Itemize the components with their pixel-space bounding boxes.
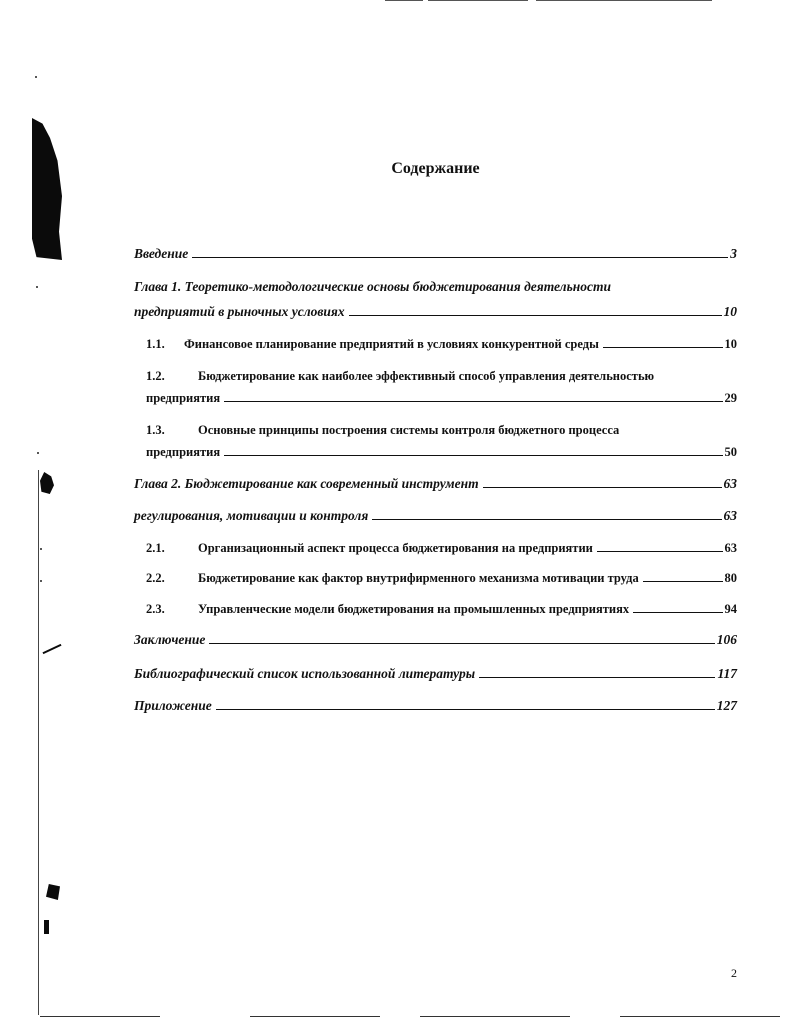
toc-label: Управленческие модели бюджетирования на промышленных предприятиях — [198, 602, 630, 616]
section-number: 1.3. — [146, 423, 165, 437]
section-number: 2.1. — [146, 541, 165, 555]
toc-label: предприятий в рыночных условиях — [134, 304, 345, 319]
scan-mark-bottom — [620, 1016, 780, 1017]
toc-label: Бюджетирование как наиболее эффективный способ управления деятельностью — [198, 369, 655, 383]
toc-page: 63 — [723, 476, 737, 491]
scan-mark-bottom — [250, 1016, 380, 1017]
toc-label: Финансовое планирование предприятий в условиях конкурентной среды — [184, 337, 599, 351]
scan-mark-top — [536, 0, 712, 1]
toc-label: Библиографический список использованной литературы — [134, 666, 476, 681]
scan-blot — [43, 644, 62, 654]
leader-line — [224, 455, 722, 456]
page-title: Содержание — [391, 160, 480, 177]
toc-page: 94 — [724, 602, 737, 616]
toc-entry-1-1 — [146, 337, 737, 352]
toc-entry-intro — [134, 246, 737, 262]
toc-label: Глава 2. Бюджетирование как современный инструмент — [134, 476, 479, 491]
leader-line — [224, 401, 722, 402]
toc-entry-chapter1 — [134, 304, 737, 320]
scan-dot — [36, 286, 38, 288]
toc-entry-1-3-line1 — [146, 423, 619, 438]
scan-dot — [40, 548, 42, 550]
toc-page: 80 — [724, 571, 737, 585]
scan-mark-bottom — [40, 1016, 160, 1017]
toc-page: 3 — [730, 246, 737, 261]
toc-entry-1-2-line1 — [146, 369, 654, 384]
toc-label: регулирования, мотивации и контроля — [134, 508, 369, 523]
toc-entry-1-3 — [146, 445, 737, 460]
toc-label: Организационный аспект процесса бюджетирования на предприятии — [198, 541, 593, 555]
toc-label: Бюджетирование как фактор внутрифирменного механизма мотивации труда — [198, 571, 639, 585]
leader-line — [643, 581, 723, 582]
toc-entry-2-2 — [146, 571, 737, 586]
toc-entry-appendix — [134, 698, 737, 714]
scan-dot — [40, 580, 42, 582]
toc-entry-2-3 — [146, 602, 737, 617]
scan-blot — [46, 884, 60, 900]
toc-page: 29 — [724, 391, 737, 405]
section-number: 1.2. — [146, 369, 165, 383]
page-edge-shadow — [38, 470, 39, 1015]
toc-label: Основные принципы построения системы контроля бюджетного процесса — [198, 423, 620, 437]
scan-blot — [40, 472, 54, 494]
leader-line — [483, 487, 722, 488]
toc-label: Заключение — [134, 632, 206, 647]
leader-line — [192, 257, 728, 258]
leader-line — [479, 677, 715, 678]
scan-mark-top — [428, 0, 528, 1]
scan-dot — [35, 76, 37, 78]
toc-page: 50 — [724, 445, 737, 459]
scan-blot — [32, 118, 62, 260]
leader-line — [209, 643, 714, 644]
toc-label: предприятия — [146, 391, 221, 405]
toc-page: 106 — [716, 632, 737, 647]
toc-label: Введение — [134, 246, 189, 261]
scan-mark-top — [385, 0, 423, 1]
toc-page: 10 — [724, 337, 737, 351]
section-number: 2.2. — [146, 571, 165, 585]
toc-label: Приложение — [134, 698, 212, 713]
section-number: 2.3. — [146, 602, 165, 616]
toc-entry-1-2 — [146, 391, 737, 406]
scan-mark-bottom — [420, 1016, 570, 1017]
leader-line — [597, 551, 723, 552]
leader-line — [349, 315, 722, 316]
toc-entry-chapter1-line1: Глава 1. Теоретико-методологические основы бюджетирования деятельности — [134, 279, 612, 294]
leader-line — [372, 519, 721, 520]
toc-page: 10 — [723, 304, 737, 319]
section-number: 1.1. — [146, 337, 165, 351]
toc-page: 117 — [717, 666, 737, 681]
leader-line — [633, 612, 722, 613]
toc-entry-2-1 — [146, 541, 737, 556]
page-number: 2 — [731, 966, 737, 980]
toc-page: 63 — [723, 508, 737, 523]
toc-entry-chapter2 — [134, 476, 737, 492]
toc-page: 63 — [724, 541, 737, 555]
toc-entry-chapter2-cont — [134, 508, 737, 524]
toc-page: 127 — [716, 698, 737, 713]
scan-dot — [37, 452, 39, 454]
leader-line — [216, 709, 715, 710]
leader-line — [603, 347, 723, 348]
toc-entry-conclusion — [134, 632, 737, 648]
scan-blot — [44, 920, 49, 934]
toc-label: предприятия — [146, 445, 221, 459]
toc-entry-bibliography — [134, 666, 737, 682]
